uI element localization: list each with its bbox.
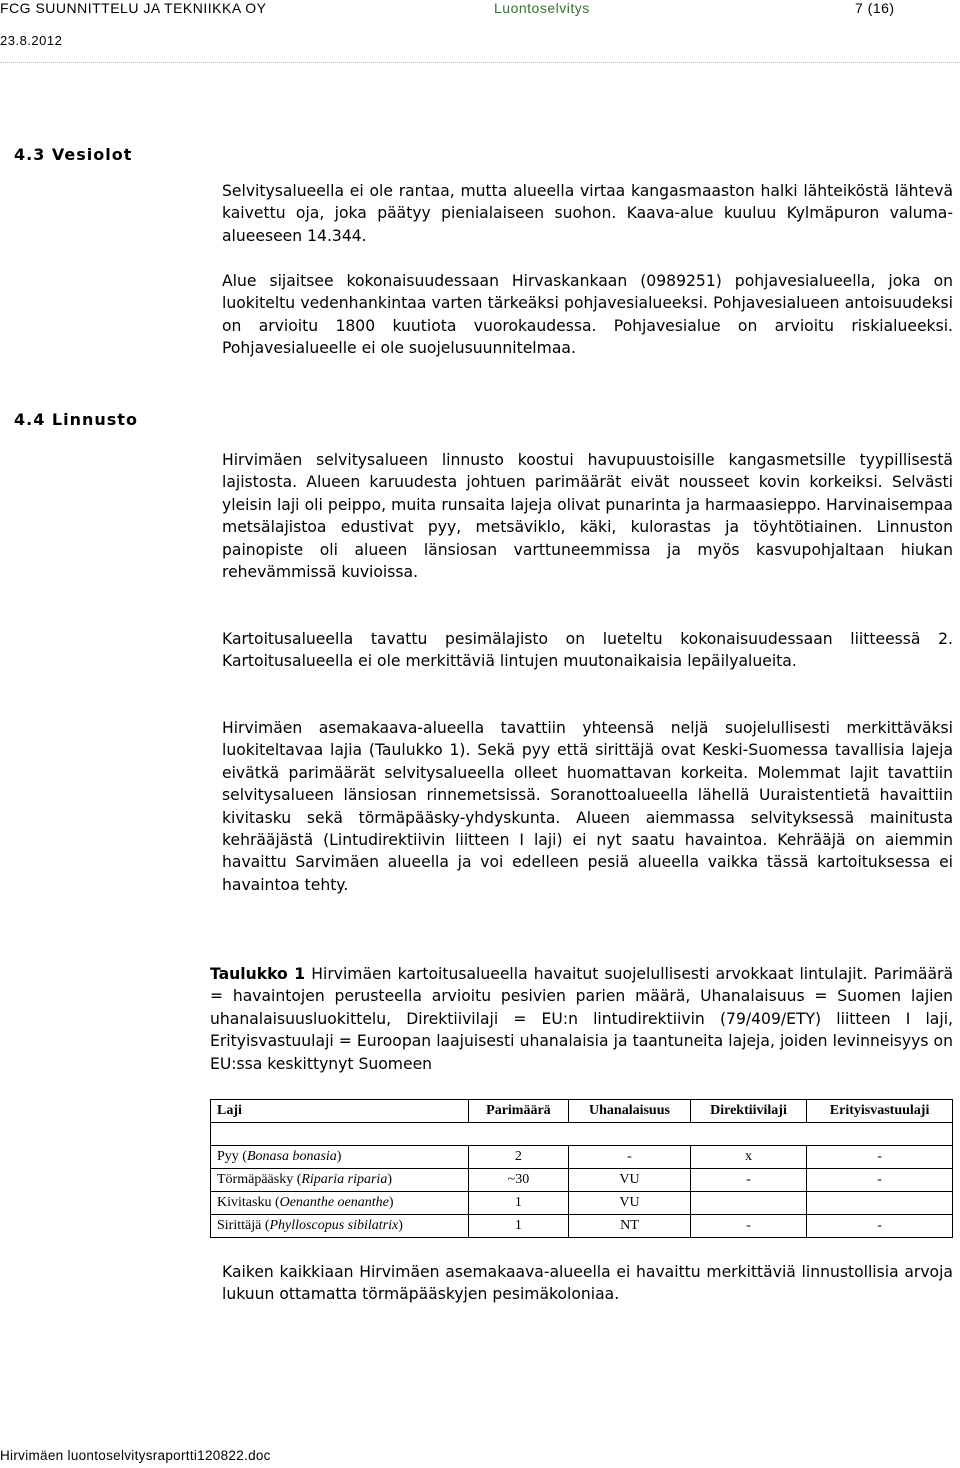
column-header-responsibility: Erityisvastuulaji — [807, 1100, 953, 1123]
bird-species-table — [210, 1099, 953, 1238]
threat-cell: NT — [569, 1215, 691, 1238]
table-row — [211, 1146, 953, 1169]
table-header-row — [211, 1100, 953, 1123]
paragraph-vesiolot-1: Selvitysalueella ei ole rantaa, mutta alueella virtaa kangasmaaston halki lähteiköstä lähtevä kaivettu oja, joka päätyy pienialaiseen suohon. Kaava-alue kuuluu Kylmäpuron valuma-alueeseen 14.344. — [222, 182, 953, 245]
page-number: 7 (16) — [855, 0, 895, 16]
paragraph-vesiolot-2: Alue sijaitsee kokonaisuudessaan Hirvaskankaan (0989251) pohjavesialueella, joka on luokiteltu vedenhankintaa varten tärkeäksi pohjavesialueeksi. Pohjavesialueen antoisuudeksi on arvioitu 1800 kuutiota vuorokaudessa. Pohjavesialue on arvioitu riskialueeksi. Pohjavesialueelle ei ole suojelusuunnitelmaa. — [222, 272, 953, 358]
directive-cell: - — [690, 1215, 806, 1238]
header-divider — [0, 62, 960, 63]
table-spacer — [211, 1123, 953, 1146]
latin-name: Phylloscopus sibilatrix — [269, 1218, 399, 1233]
column-header-species: Laji — [211, 1100, 469, 1123]
table-row — [211, 1169, 953, 1192]
paragraph-linnusto-2: Kartoitusalueella tavattu pesimälajisto on lueteltu kokonaisuudessaan liitteessä 2. Kartoitusalueella ei ole merkittäviä lintujen muutonaikaisia lepäilyalueita. — [222, 630, 953, 671]
column-header-threat-status: Uhanalaisuus — [569, 1100, 691, 1123]
directive-cell — [690, 1192, 806, 1215]
responsibility-cell: - — [807, 1146, 953, 1169]
table-caption-text: Hirvimäen kartoitusalueella havaitut suojelullisesti arvokkaat lintulajit. Parimäärä = havaintojen perusteella arvioitu pesivien parien määrä, Uhanalaisuus = Suomen lajien uhanalaisuusluokittelu, Direktiivilaji = EU:n lintudirektiivin (79/409/ETY) liitteen I laji, Erityisvastuulaji = Euroopan laajuisesti uhanalaisia ja taantuneita lajeja, joiden levinneisyys on EU:ssa keskittynyt Suomeen — [210, 965, 954, 1073]
document-type: Luontoselvitys — [494, 0, 590, 16]
threat-cell: - — [569, 1146, 691, 1169]
section-heading-linnusto: 4.4 Linnusto — [14, 410, 138, 429]
paragraph-linnusto-1: Hirvimäen selvitysalueen linnusto koostui havupuustoisille kangasmetsille tyypillisestä lajistosta. Alueen karuudesta johtuen parimäärät eivät nousseet kovin korkeiksi. Selvästi yleisin laji oli peippo, muita runsaita lajeja olivat punarinta ja harmaasieppo. Harvinaisempaa metsälajistoa edustivat pyy, metsäviklo, käki, kulorastas ja töyhtötiainen. Linnuston painopiste oli alueen länsiosan varttuneemmissa ja myös kasvupohjaltaan hiukan rehevämmissä kuvioissa. — [222, 451, 953, 582]
latin-name: Bonasa bonasia — [246, 1149, 337, 1164]
species-cell: Sirittäjä (Phylloscopus sibilatrix) — [211, 1215, 469, 1238]
latin-name: Riparia riparia — [301, 1172, 388, 1187]
page-header — [0, 0, 960, 62]
table-caption-label: Taulukko 1 — [210, 965, 306, 983]
pairs-cell: 1 — [468, 1192, 568, 1215]
table-caption — [210, 963, 953, 1075]
responsibility-cell — [807, 1192, 953, 1215]
column-header-directive: Direktiivilaji — [690, 1100, 806, 1123]
section-heading-vesiolot: 4.3 Vesiolot — [14, 145, 133, 164]
directive-cell: x — [690, 1146, 806, 1169]
responsibility-cell: - — [807, 1215, 953, 1238]
species-cell: Törmäpääsky (Riparia riparia) — [211, 1169, 469, 1192]
paragraph-linnusto-summary: Kaiken kaikkiaan Hirvimäen asemakaava-alueella ei havaittu merkittäviä linnustollisia arvoja lukuun ottamatta törmäpääskyjen pesimäkoloniaa. — [222, 1263, 953, 1304]
paragraph-linnusto-3: Hirvimäen asemakaava-alueella tavattiin yhteensä neljä suojelullisesti merkittäväksi luokiteltavaa lajia (Taulukko 1). Sekä pyy että sirittäjä ovat Keski-Suomessa tavallisia lajeja eivätkä parimäärät selvitysalueella olleet huomattavan korkeita. Molemmat lajit tavattiin selvitysalueen länsiosan rinnemetsissä. Soranottoalueella lähellä Uuraistentietä havaittiin kivitasku sekä törmäpääsky-yhdyskunta. Alueen aiemmassa selvityksessä mainitusta kehrääjästä (Lintudirektiivin liitteen I laji) ei nyt saatu havaintoa. Kehrääjä on aiemmin havaittu Sarvimäen alueella ja voi edelleen pesiä alueella vaikka tässä kartoituksessa ei havaintoa tehty. — [222, 719, 953, 894]
document-date: 23.8.2012 — [0, 33, 63, 48]
pairs-cell: 2 — [468, 1146, 568, 1169]
pairs-cell: ~30 — [468, 1169, 568, 1192]
responsibility-cell: - — [807, 1169, 953, 1192]
latin-name: Oenanthe oenanthe — [279, 1195, 389, 1210]
threat-cell: VU — [569, 1169, 691, 1192]
column-header-pairs: Parimäärä — [468, 1100, 568, 1123]
footer-filename: Hirvimäen luontoselvitysraportti120822.doc — [0, 1448, 271, 1463]
threat-cell: VU — [569, 1192, 691, 1215]
directive-cell: - — [690, 1169, 806, 1192]
species-cell: Kivitasku (Oenanthe oenanthe) — [211, 1192, 469, 1215]
table-row — [211, 1215, 953, 1238]
company-name: FCG SUUNNITTELU JA TEKNIIKKA OY — [0, 0, 267, 16]
species-cell: Pyy (Bonasa bonasia) — [211, 1146, 469, 1169]
table-row — [211, 1192, 953, 1215]
pairs-cell: 1 — [468, 1215, 568, 1238]
